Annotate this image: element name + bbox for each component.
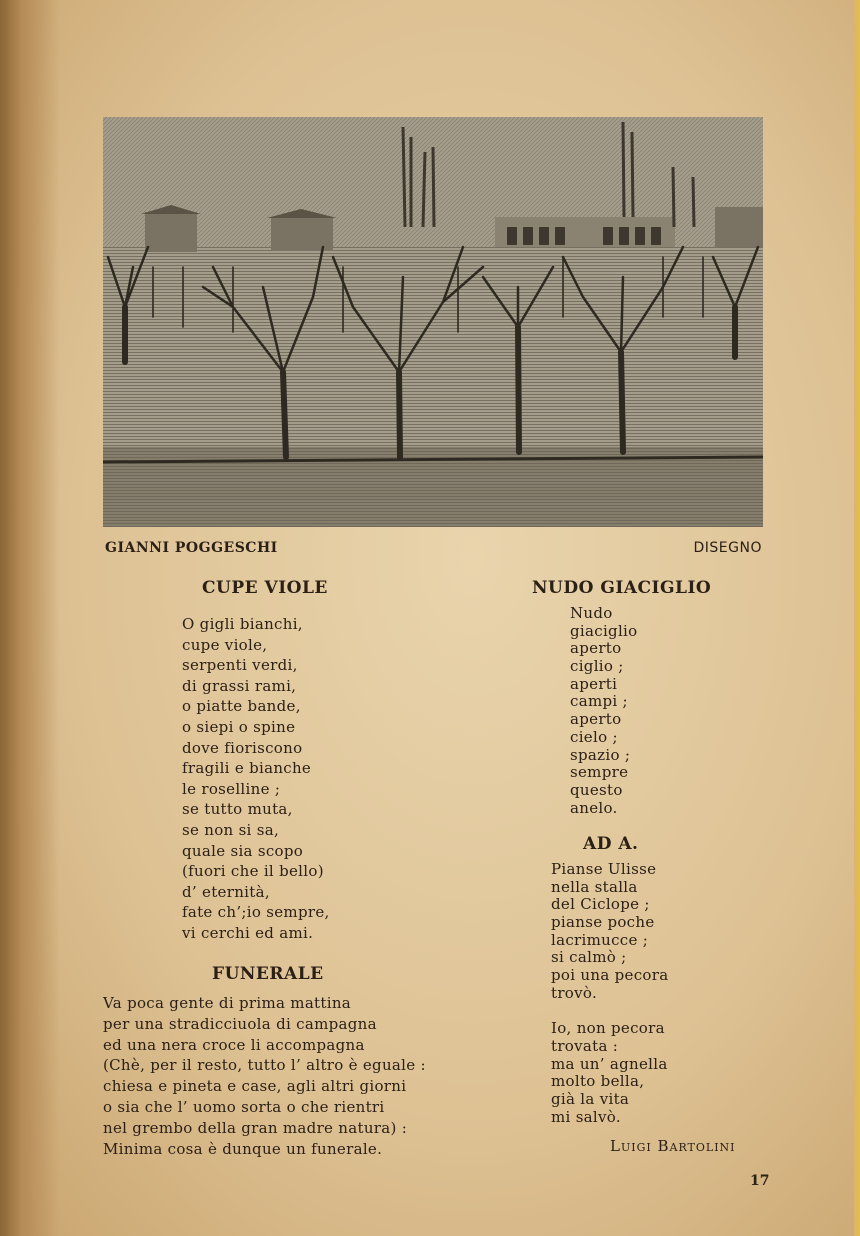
poem-funerale xyxy=(103,993,426,1159)
poem-title-funerale: FUNERALE xyxy=(212,964,324,984)
poem-line: spazio ; xyxy=(570,745,631,764)
poem-line: fate ch’;io sempre, xyxy=(182,903,330,922)
poem-line: trovata : xyxy=(551,1036,619,1055)
artist-caption: GIANNI POGGESCHI xyxy=(105,540,278,556)
poem-line: poi una pecora xyxy=(551,966,669,985)
poem-line: già la vita xyxy=(551,1089,630,1108)
poem-line: se non si sa, xyxy=(182,820,280,839)
poem-line: mi salvò. xyxy=(551,1107,621,1126)
poem-line: dove fioriscono xyxy=(182,738,303,757)
book-binding-shadow xyxy=(0,0,60,1236)
page-edge xyxy=(854,0,860,1236)
poem-line: vi cerchi ed ami. xyxy=(182,923,314,942)
poem-line: questo xyxy=(570,780,623,799)
poem-line: nella stalla xyxy=(551,877,638,896)
poem-line: del Ciclope ; xyxy=(551,895,650,914)
poem-line: anelo. xyxy=(570,798,618,817)
poem-line: Io, non pecora xyxy=(551,1019,665,1038)
poem-line: ed una nera croce li accompagna xyxy=(103,1035,365,1054)
author-signature: Luigi Bartolini xyxy=(610,1137,736,1155)
poem-line: campi ; xyxy=(570,692,628,711)
poem-line: aperto xyxy=(570,639,622,658)
poem-ad-a xyxy=(551,861,668,1126)
poem-line: per una stradicciuola di campagna xyxy=(103,1014,377,1033)
poem-line: cupe viole, xyxy=(182,635,268,654)
poem-line: giaciglio xyxy=(570,621,638,640)
poem-line: lacrimucce ; xyxy=(551,930,649,949)
poem-line: trovò. xyxy=(551,983,598,1002)
poem-line: chiesa e pineta e case, agli altri giorni xyxy=(103,1077,407,1096)
poem-line: fragili e bianche xyxy=(182,759,312,778)
drawing-illustration xyxy=(103,117,763,527)
poem-line: (fuori che il bello) xyxy=(182,862,324,881)
poem-line: (Chè, per il resto, tutto l’ altro è eguale : xyxy=(103,1056,426,1075)
drawing-label: DISEGNO xyxy=(693,540,762,556)
poem-line: aperti xyxy=(570,674,618,693)
poem-line: aperto xyxy=(570,710,622,729)
poem-line: nel grembo della gran madre natura) : xyxy=(103,1118,408,1137)
poem-line: d’ eternità, xyxy=(182,882,270,901)
poem-title-cupe-viole: CUPE VIOLE xyxy=(202,578,328,598)
poem-line: sempre xyxy=(570,763,629,782)
poem-cupe-viole xyxy=(182,614,330,944)
stanza-break xyxy=(551,1003,668,1021)
poem-line: ciglio ; xyxy=(570,657,624,676)
poem-line: o sia che l’ uomo sorta o che rientri xyxy=(103,1097,385,1116)
poem-line: pianse poche xyxy=(551,913,655,932)
poem-line: Pianse Ulisse xyxy=(551,860,657,878)
poem-line: le roselline ; xyxy=(182,779,281,798)
poem-title-nudo-giaciglio: NUDO GIACIGLIO xyxy=(532,578,712,598)
poem-nudo-giaciglio xyxy=(570,605,637,817)
poem-line: molto bella, xyxy=(551,1072,645,1091)
poem-line: cielo ; xyxy=(570,727,618,746)
poem-title-ad-a: AD A. xyxy=(583,834,639,854)
poem-line: O gigli bianchi, xyxy=(182,615,303,633)
page-number: 17 xyxy=(750,1173,770,1189)
poem-line: ma un’ agnella xyxy=(551,1054,668,1073)
poem-line: Minima cosa è dunque un funerale. xyxy=(103,1139,383,1158)
poem-line: o siepi o spine xyxy=(182,717,296,736)
poem-line: quale sia scopo xyxy=(182,841,304,860)
poem-line: si calmò ; xyxy=(551,948,627,967)
poem-line: di grassi rami, xyxy=(182,676,297,695)
poem-line: se tutto muta, xyxy=(182,800,293,819)
orchard-drawing xyxy=(103,117,763,527)
poem-line: Nudo xyxy=(570,604,613,622)
poem-line: o piatte bande, xyxy=(182,697,301,716)
poem-line: Va poca gente di prima mattina xyxy=(103,994,352,1012)
poem-line: serpenti verdi, xyxy=(182,656,298,675)
